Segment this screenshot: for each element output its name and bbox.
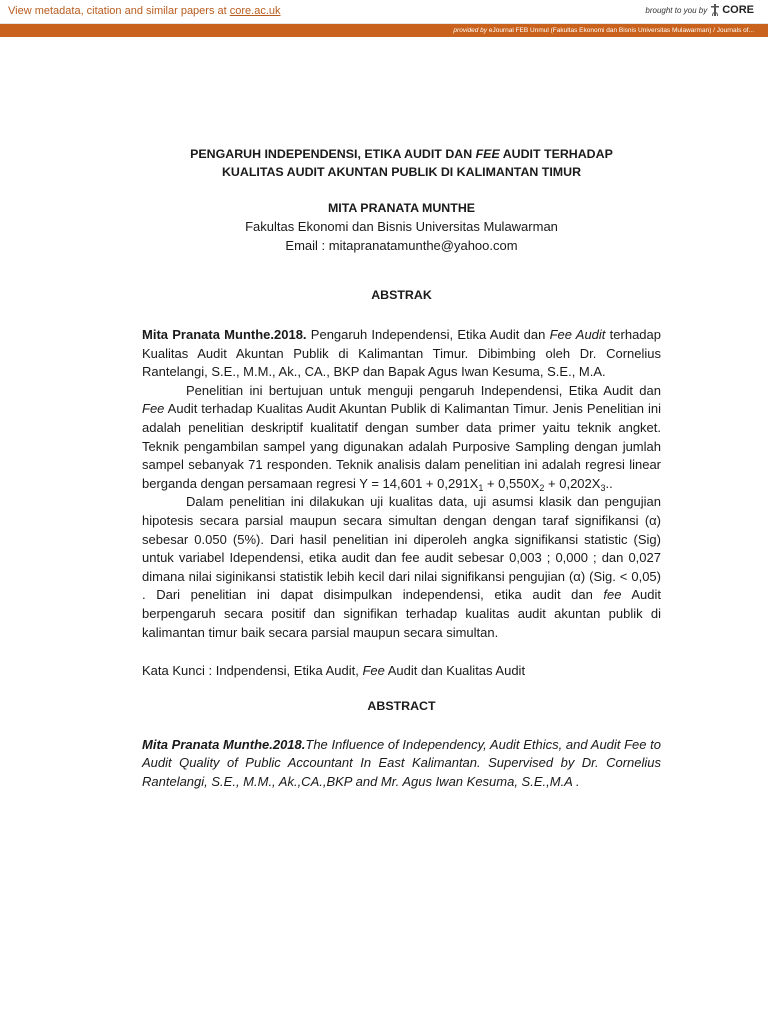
author-affiliation: Fakultas Ekonomi dan Bisnis Universitas Mulawarman [245,219,558,234]
core-logo[interactable] [710,4,754,16]
paragraph-italic: fee [603,587,622,603]
abstrak-paragraph-results [142,493,661,642]
keywords-italic: Fee [362,663,385,679]
abstrak-paragraph-method [142,382,661,494]
subscript: 1 [478,482,484,493]
author-email: Email : mitapranatamunthe@yahoo.com [285,238,518,253]
paper-page [142,145,661,791]
subscript: 2 [539,482,545,493]
provided-by-prefix: provided by [453,27,488,34]
paper-title [142,145,661,181]
paragraph-text: terhadap Kualitas Audit Akuntan Publik di Kalimantan Timur. Dibimbing oleh Dr. Cornelius Rantelangi, S.E., M.M., Ak., CA., BKP dan Bapak Agus Iwan Kesuma, S.E., M.A. [142,327,661,380]
title-line-2: KUALITAS AUDIT AKUNTAN PUBLIK DI KALIMANTAN TIMUR [221,165,582,179]
subscript: 3 [600,482,606,493]
provided-by-source: eJournal FEB Unmul (Fakultas Ekonomi dan Bisnis Universitas Mulawarman) / Journals of... [487,27,754,34]
paragraph-text: Pengaruh Independensi, Etika Audit dan [306,327,550,342]
paragraph-text: + 0,202X [544,475,601,491]
abstract-heading: ABSTRACT [367,698,436,713]
core-brand[interactable] [645,4,754,16]
paragraph-text: Penelitian ini bertujuan untuk menguji pengaruh Independensi, Etika Audit dan [186,382,661,398]
brought-to-you-text: brought to you by [645,5,708,15]
paragraph-text: Audit berpengaruh secara positif dan signifikan terhadap kualitas audit akuntan publik di kalimantan timur baik secara parsial maupun secara simultan. [142,587,661,640]
core-link[interactable]: core.ac.uk [229,5,281,17]
paragraph-italic: Fee Audit [549,327,606,342]
paragraph-italic: Fee [142,401,165,417]
core-logo-text: CORE [722,4,754,16]
abstrak-citation-paragraph [142,326,661,382]
core-banner [0,0,768,24]
paragraph-text: The Influence of Independency, Audit Ethics, and Audit Fee to Audit Quality of Public Accountant In East Kalimantan. Supervised by Dr. Cornelius Rantelangi, S.E., M.M., Ak.,CA.,BKP and Mr. Agus Iwan Kesuma, S.E.,M.A . [142,736,661,789]
paragraph-text: Audit terhadap Kualitas Audit Akuntan Publik di Kalimantan Timur. Jenis Penelitian ini adalah penelitian deskriptif kualitatif dengan sumber data primer yaitu teknik angket. Teknik pengambilan sampel yang digunakan adalah Purposive Sampling dengan jumlah sampel sebanyak 71 responden. Teknik analisis dalam penelitian ini adalah regresi linear berganda dengan persamaan regresi Y = 14,601 + 0,291X [142,401,661,491]
keywords-text: Kata Kunci : Indpendensi, Etika Audit, [142,663,363,679]
keywords [142,662,661,681]
citation-author: Mita Pranata Munthe.2018. [142,736,306,752]
title-part: AUDIT TERHADAP [499,147,613,161]
paragraph-text: + 0,550X [483,475,540,491]
title-italic-part: FEE [475,147,500,161]
core-logo-icon [710,4,720,16]
provided-by-bar[interactable] [0,24,768,37]
keywords-text: Audit dan Kualitas Audit [384,663,526,679]
citation-author: Mita Pranata Munthe.2018. [142,327,307,342]
abstract-citation-paragraph [142,736,661,792]
paragraph-text: Dalam penelitian ini dilakukan uji kualitas data, uji asumsi klasik dan pengujian hipotesis secara parsial maupun secara simultan dengan dengan taraf signifikansi (α) sebesar 0.050 (5%). Dari hasil penelitian ini diperoleh angka signifikansi statistic (Sig) untuk variabel Idependensi, etika audit dan fee audit sebesar 0,003 ; 0,000 ; dan 0,027 dimana nilai siginikansi statistik lebih kecil dari nilai signifikansi pengujian (α) (Sig. < 0,05) . Dari penelitian ini dapat disimpulkan independensi, etika audit dan [142,494,661,603]
abstrak-heading: ABSTRAK [371,288,432,302]
core-metadata-text [8,5,281,17]
core-metadata-label: View metadata, citation and similar papers at [8,5,230,17]
title-part: PENGARUH INDEPENDENSI, ETIKA AUDIT DAN [190,147,476,161]
paragraph-text: .. [605,475,613,491]
author-name: MITA PRANATA MUNTHE [327,201,476,215]
